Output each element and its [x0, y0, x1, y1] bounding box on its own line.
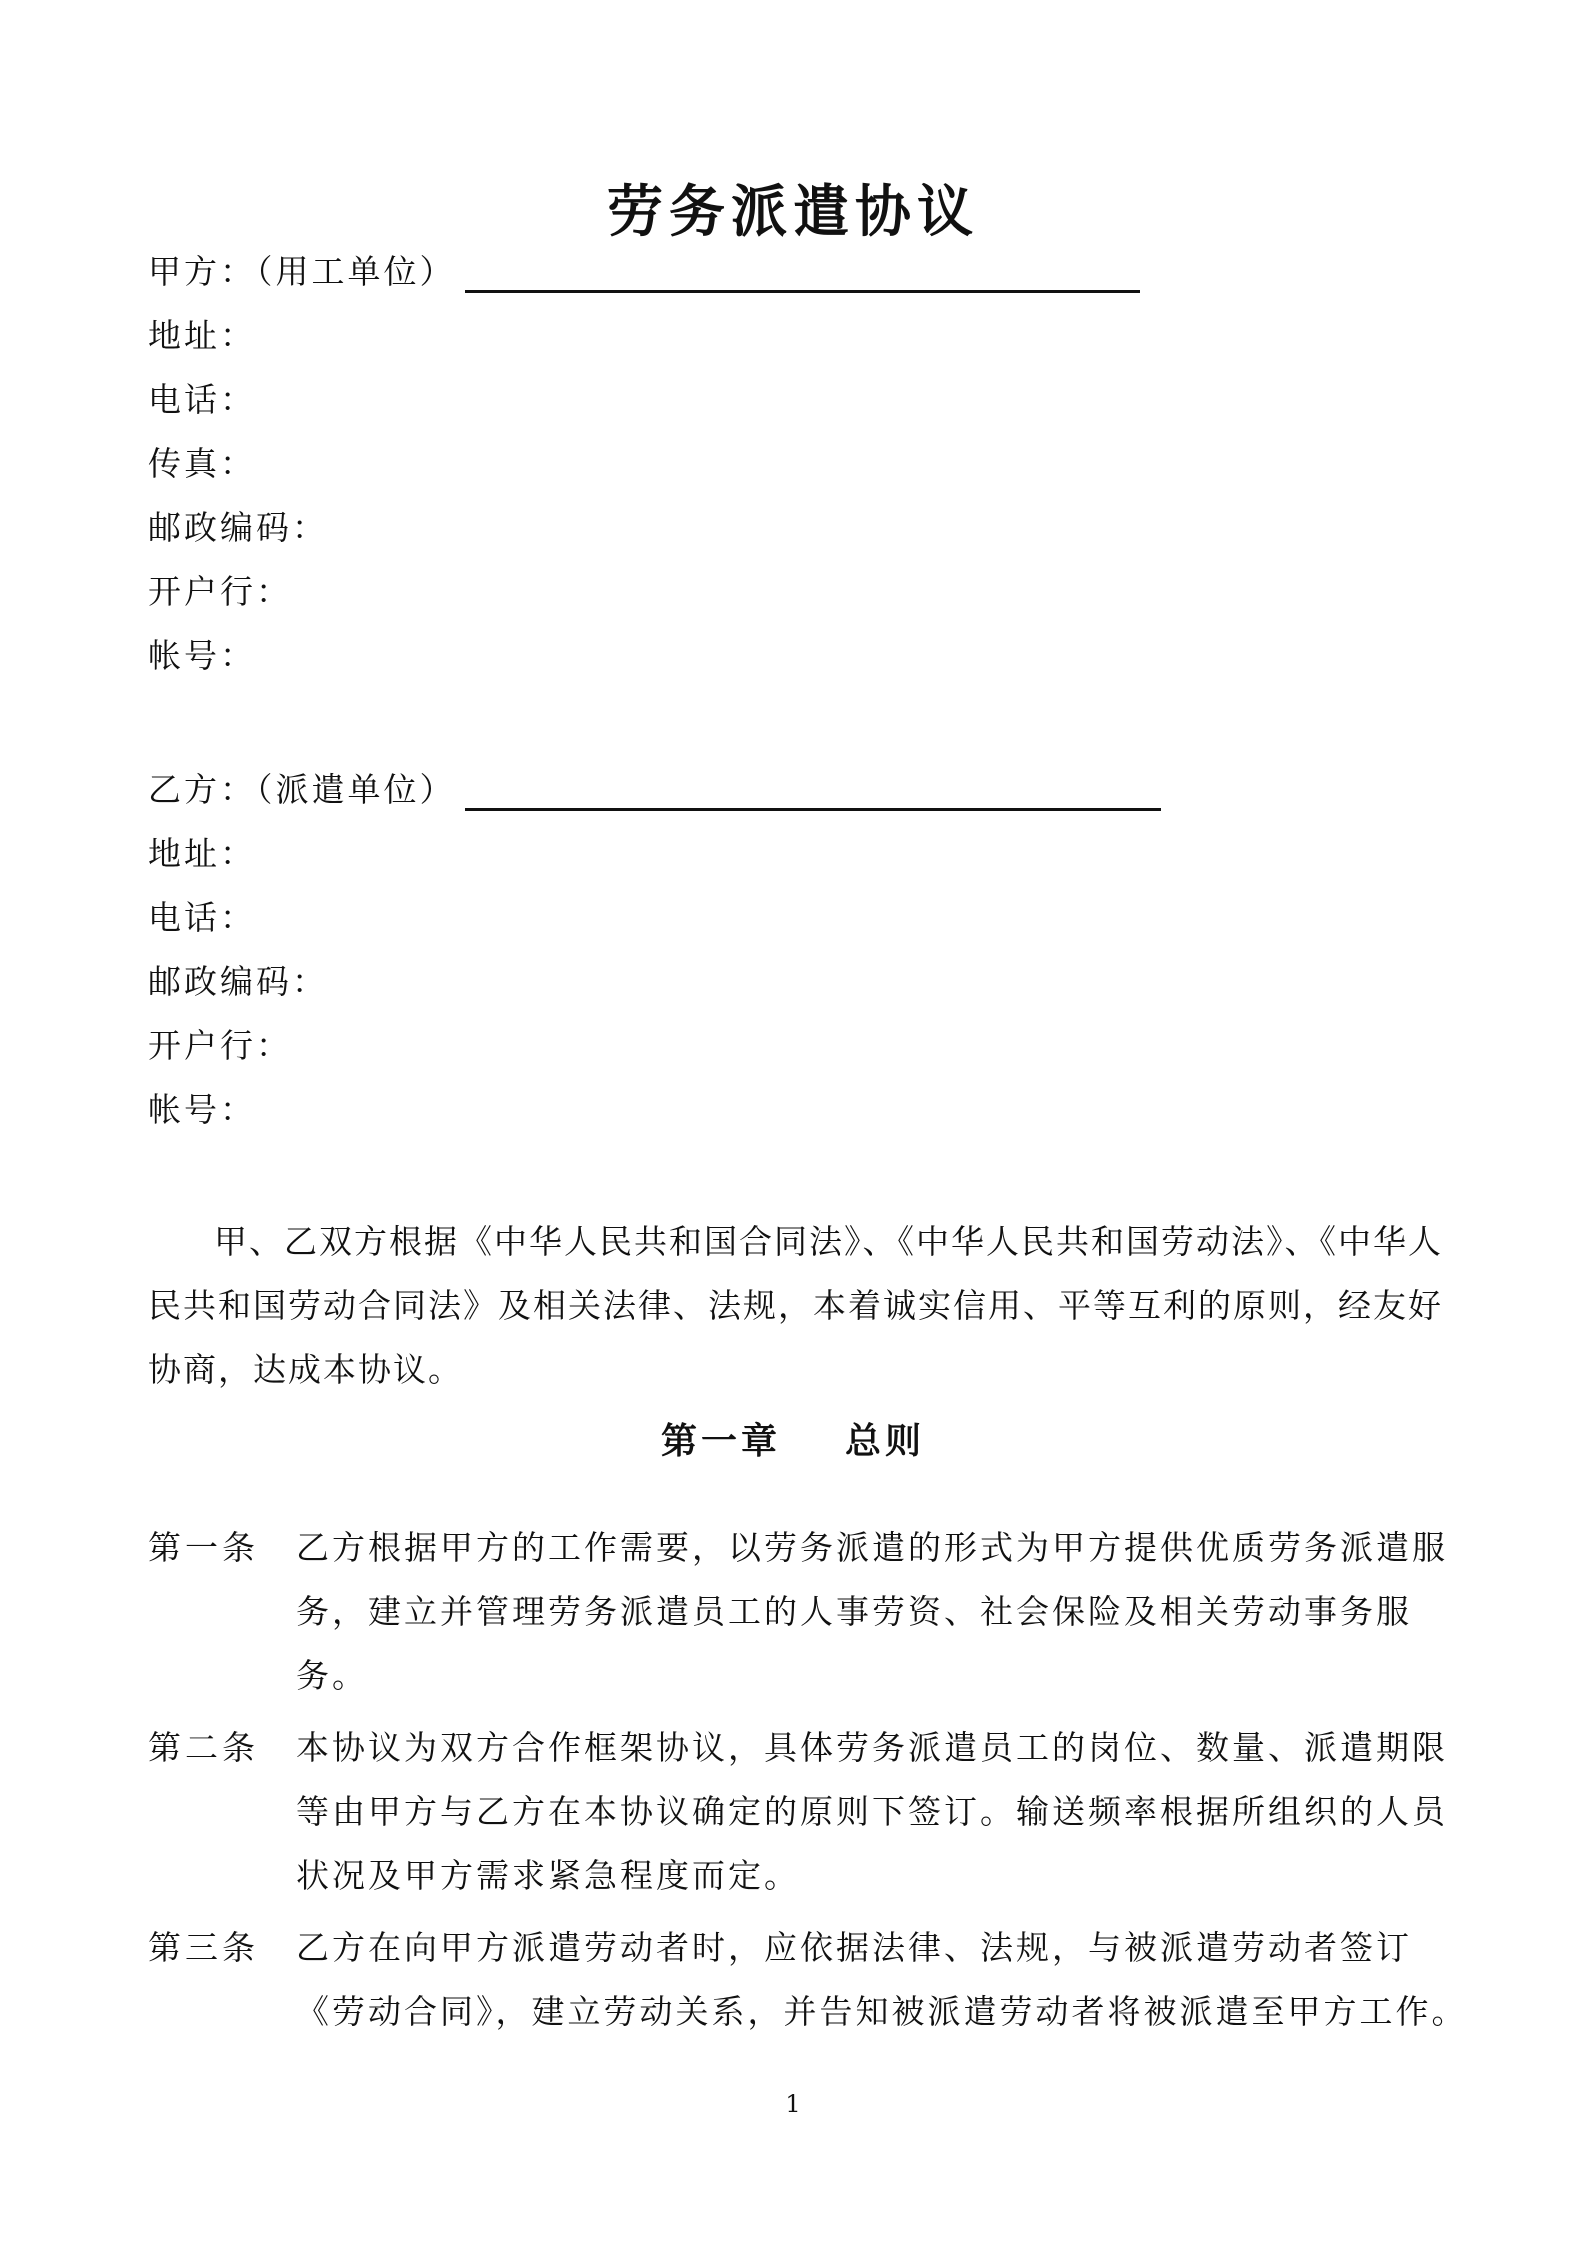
- party-a-fax-field: 传真：: [148, 444, 256, 483]
- party-b-name-blank: [465, 808, 1161, 811]
- party-b-bank-field: 开户行：: [148, 1026, 292, 1065]
- article-number: 第三条: [148, 1928, 259, 1967]
- party-a-address-field: 地址：: [148, 316, 256, 355]
- document-title: 劳务派遣协议: [607, 179, 979, 245]
- article-text: 乙方根据甲方的工作需要，以劳务派遣的形式为甲方提供优质劳务派遣服务，建立并管理劳务派遣员工的人事劳资、社会保险及相关劳动事务服务。: [296, 1528, 1448, 1695]
- party-b-postcode-field: 邮政编码：: [148, 962, 328, 1001]
- article-text: 本协议为双方合作框架协议，具体劳务派遣员工的岗位、数量、派遣期限等由甲方与乙方在本协议确定的原则下签订。输送频率根据所组织的人员状况及甲方需求紧急程度而定。: [296, 1728, 1448, 1895]
- article-number: 第一条: [148, 1528, 259, 1567]
- party-b-phone-field: 电话：: [148, 898, 256, 937]
- party-b-address-field: 地址：: [148, 834, 256, 873]
- preamble-paragraph: 甲、乙双方根据《中华人民共和国合同法》、《中华人民共和国劳动法》、《中华人民共和国劳动合同法》及相关法律、法规，本着诚实信用、平等互利的原则，经友好协商，达成本协议。: [148, 1222, 1443, 1389]
- page-number: 1: [785, 2090, 801, 2118]
- party-a-phone-field: 电话：: [148, 380, 256, 419]
- article-1: [148, 1516, 1478, 1708]
- article-number: 第二条: [148, 1728, 259, 1767]
- article-2: [148, 1716, 1478, 1908]
- article-3: [148, 1916, 1478, 2044]
- party-a-name-blank: [465, 290, 1140, 293]
- article-text: 乙方在向甲方派遣劳动者时，应依据法律、法规，与被派遣劳动者签订《劳动合同》，建立劳动关系，并告知被派遣劳动者将被派遣至甲方工作。: [296, 1928, 1468, 2031]
- party-a-bank-field: 开户行：: [148, 572, 292, 611]
- party-b-label: 乙方：（派遣单位）: [148, 770, 456, 809]
- chapter-number: 第一章: [660, 1420, 781, 1462]
- party-b-account-field: 帐号：: [148, 1090, 256, 1129]
- chapter-heading: [0, 1413, 1586, 1464]
- chapter-name: 总则: [845, 1420, 926, 1462]
- party-a-account-field: 帐号：: [148, 636, 256, 675]
- party-a-postcode-field: 邮政编码：: [148, 508, 328, 547]
- party-a-label: 甲方：（用工单位）: [148, 252, 456, 291]
